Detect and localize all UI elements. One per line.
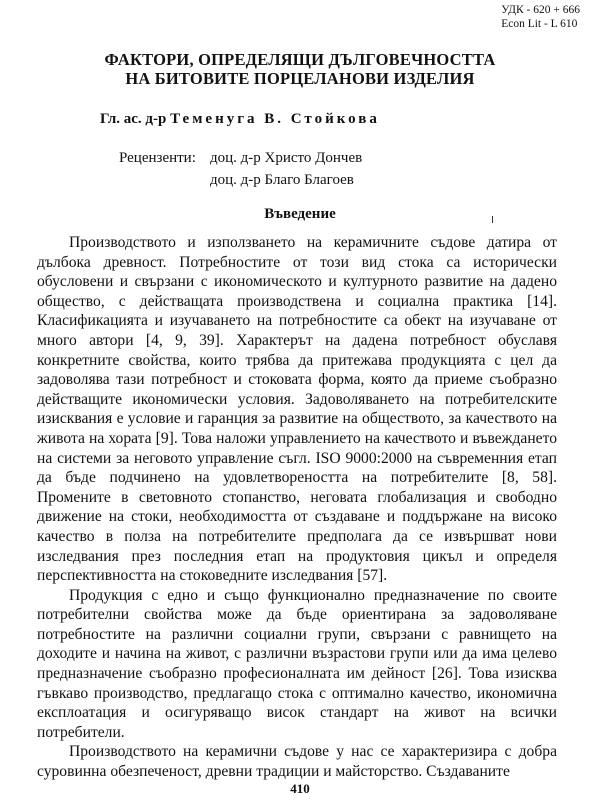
section-heading: Въведение xyxy=(264,206,336,222)
paragraph: Продукция с едно и също функционално предназначение по своите потребителни свойства може да бъде ориентирана за задоволяване потребностите на различни социални групи, свързани с равнището на доходите и начина на живот, с различни възрастови групи или да има целево предназначение съобразно професионалната им дейност [26]. Това изисква гъвкаво производство, предлагащо стока с оптимално качество, икономична експлоатация и осигуряващо висок стандарт на живот на всички потребители. xyxy=(37,586,557,741)
author-line xyxy=(100,111,380,128)
title-line-1: ФАКТОРИ, ОПРЕДЕЛЯЩИ ДЪЛГОВЕЧНОСТТА xyxy=(104,50,496,69)
econlit-code: Econ Lit - L 610 xyxy=(501,18,578,30)
paragraph: Производството и използването на керамичните съдове датира от дълбока древност. Потребностите от този вид стока са исторически обусловени и свързани с икономическото и културното развитие на дадено общество, с действащата производствена и социална практика [14]. Класификацията и изучаването на потребностите са обект на изучаване от много автори [4, 9, 39]. Характерът на дадена потребност обуславя конкретните свойства, които трябва да притежава продукцията с цел да задоволява тази потребност и стоковата форма, която да приеме съобразно действащите икономически условия. Задоволяването на потребителските изисквания е условие и гаранция за развитие на обществото, за качеството на живота на хората [9]. Това наложи управлението на качеството и въвеждането на системи за неговото управление съгл. ISO 9000:2000 на съвременния етап да бъде подчинено на удовлетвореността на потребителите [8, 58]. Промените в световното стопанство, неговата глобализация и свободно движение на стоки, необходимостта от създаване и поддържане на високо качество в полза на потребителите предполага да се извършват нови изследвания през последния етап на продуктовия цикъл и определя перспективността на стоковедните изследвания [57]. xyxy=(37,234,557,585)
article-body xyxy=(37,233,557,782)
reviewers-block xyxy=(119,147,362,191)
article-title xyxy=(0,50,600,88)
reviewer-name: доц. д-р Христо Дончев xyxy=(210,150,363,166)
author-prefix: Гл. ас. д-р xyxy=(100,111,167,127)
author-name: Теменуга В. Стойкова xyxy=(170,111,380,127)
reviewer-name: доц. д-р Благо Благоев xyxy=(210,172,354,188)
page-number: 410 xyxy=(290,781,310,796)
paragraph: Производството на керамични съдове у нас се характеризира с добра суровинна обезпеченост, древни традиции и майсторство. Създаваните xyxy=(37,743,557,781)
scan-mark xyxy=(492,216,493,223)
reviewers-label: Рецензенти: xyxy=(119,150,196,166)
title-line-2: НА БИТОВИТЕ ПОРЦЕЛАНОВИ ИЗДЕЛИЯ xyxy=(125,69,475,88)
udc-code: УДК - 620 + 666 xyxy=(501,4,580,16)
udc-classification xyxy=(501,3,580,31)
